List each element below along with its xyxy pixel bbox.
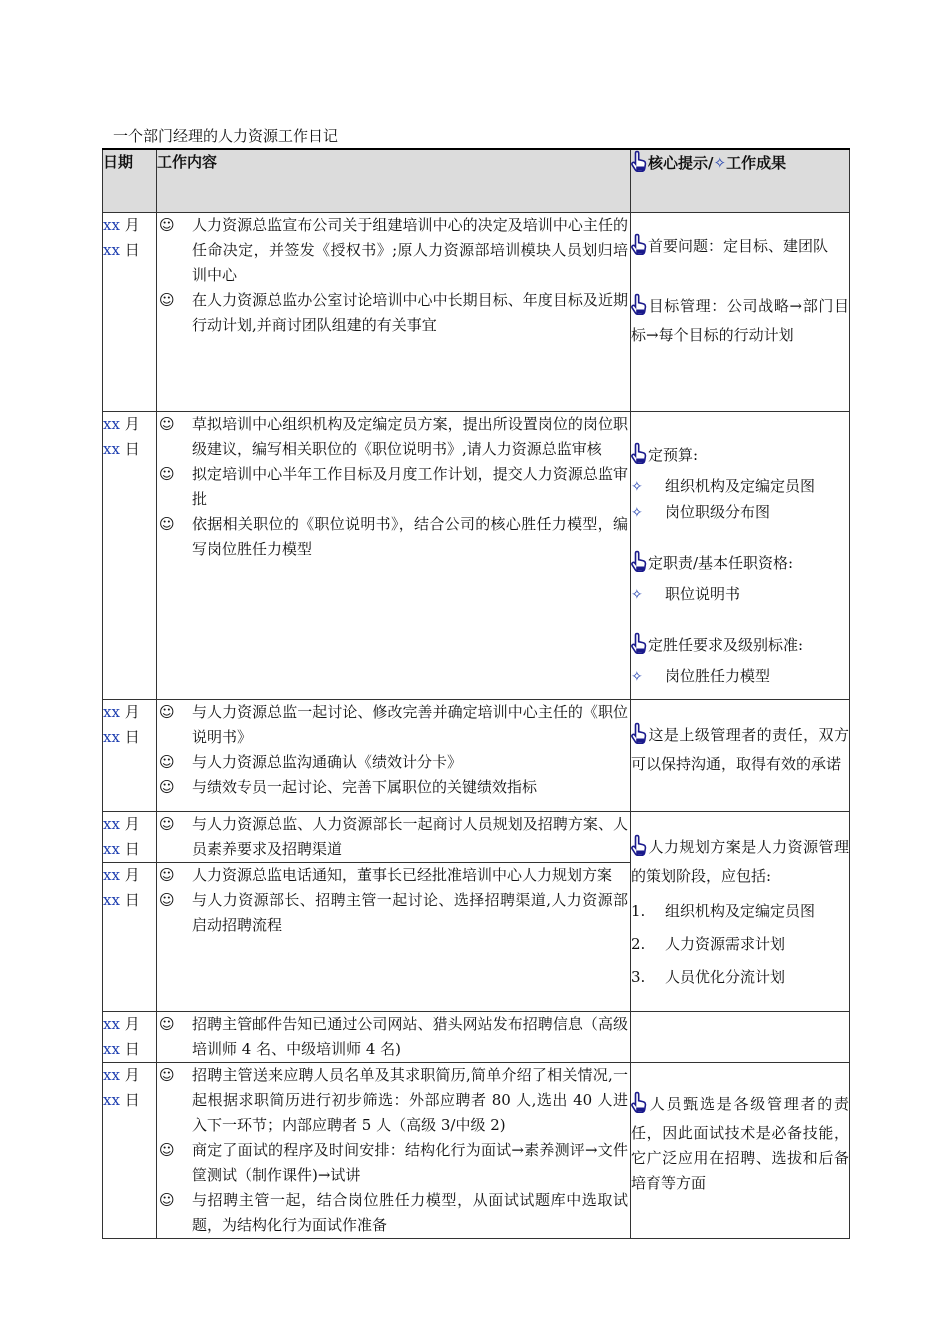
smiley-icon: ☺ <box>159 515 175 533</box>
core-tip-cell <box>631 1012 850 1063</box>
result-item: 岗位胜任力模型 <box>665 667 771 685</box>
core-tip-text: 首要问题：定目标、建团队 <box>648 237 829 255</box>
pointing-hand-icon <box>631 632 647 662</box>
smiley-icon: ☺ <box>159 291 175 309</box>
table-row <box>103 812 850 863</box>
pointing-hand-icon <box>631 550 647 580</box>
date-cell: xx 月 xx 日 <box>103 812 157 863</box>
date-cell: xx 月 xx 日 <box>103 700 157 812</box>
four-point-star-icon: ✧ <box>631 505 643 521</box>
work-item: 与人力资源总监一起讨论、修改完善并确定培训中心主任的《职位说明书》 <box>192 703 628 746</box>
table-row <box>103 1063 850 1239</box>
core-tip-text: 人力规划方案是人力资源管理的策划阶段，应包括: <box>631 838 849 885</box>
date-cell: xx 月 xx 日 <box>103 213 157 412</box>
work-item: 招聘主管邮件告知已通过公司网站、猎头网站发布招聘信息（高级培训师 4 名、中级培训师 4 名) <box>192 1015 628 1058</box>
work-content-cell <box>157 863 631 1012</box>
core-tip-cell <box>631 412 850 700</box>
work-item: 商定了面试的程序及时间安排：结构化行为面试→素养测评→文件筐测试（制作课件)→试讲 <box>192 1141 628 1184</box>
pointing-hand-icon <box>631 834 647 864</box>
document-title: 一个部门经理的人力资源工作日记 <box>113 127 339 145</box>
work-item: 草拟培训中心组织机构及定编定员方案，提出所设置岗位的岗位职级建议，编写相关职位的《职位说明书》,请人力资源总监审核 <box>192 415 628 458</box>
list-item: 组织机构及定编定员图 <box>665 902 816 920</box>
work-content-cell <box>157 412 631 700</box>
header-results-label: 工作成果 <box>726 154 787 172</box>
diary-table <box>102 148 850 1239</box>
work-item: 在人力资源总监办公室讨论培训中心中长期目标、年度目标及近期行动计划,并商讨团队组建的有关事宜 <box>192 291 628 334</box>
smiley-icon: ☺ <box>159 1191 175 1209</box>
date-cell: xx 月 xx 日 <box>103 412 157 700</box>
pointing-hand-icon <box>631 293 647 323</box>
work-item: 拟定培训中心半年工作目标及月度工作计划，提交人力资源总监审批 <box>192 465 628 508</box>
table-row <box>103 700 850 812</box>
smiley-icon: ☺ <box>159 866 175 884</box>
date-cell: xx 月 xx 日 <box>103 1012 157 1063</box>
work-content-cell <box>157 700 631 812</box>
core-tip-cell: 人力规划方案是人力资源管理的策划阶段，应包括: 1. 组织机构及定编定员图 2. 人力资源需求计划 3. 人员优化分流计划 <box>631 812 850 1012</box>
four-point-star-icon: ✧ <box>713 154 727 172</box>
pointing-hand-icon <box>631 150 647 180</box>
header-core-tips <box>631 149 850 213</box>
smiley-icon: ☺ <box>159 778 175 796</box>
smiley-icon: ☺ <box>159 753 175 771</box>
table-header-row <box>103 149 850 213</box>
pointing-hand-icon <box>631 722 647 752</box>
four-point-star-icon: ✧ <box>631 587 643 603</box>
date-cell: xx 月 xx 日 <box>103 1063 157 1239</box>
table-row <box>103 213 850 412</box>
table-row <box>103 412 850 700</box>
pointing-hand-icon <box>631 233 647 263</box>
work-item: 与人力资源部长、招聘主管一起讨论、选择招聘渠道,人力资源部启动招聘流程 <box>192 891 628 934</box>
work-item: 与人力资源总监沟通确认《绩效计分卡》 <box>192 753 463 771</box>
core-tip-heading: 定预算: <box>648 446 699 464</box>
date-cell: xx 月 xx 日 <box>103 863 157 1012</box>
smiley-icon: ☺ <box>159 703 175 721</box>
result-item: 组织机构及定编定员图 <box>665 477 816 495</box>
work-item: 与招聘主管一起，结合岗位胜任力模型，从面试试题库中选取试题，为结构化行为面试作准备 <box>192 1191 628 1234</box>
table-row <box>103 1012 850 1063</box>
smiley-icon: ☺ <box>159 216 175 234</box>
core-tip-text: 人员甄选是各级管理者的责任，因此面试技术是必备技能，它广泛应用在招聘、选拔和后备培育等方面 <box>631 1095 849 1192</box>
core-tip-text: 目标管理：公司战略→部门目标→每个目标的行动计划 <box>631 297 849 344</box>
work-content-cell <box>157 1012 631 1063</box>
work-item: 人力资源总监电话通知，董事长已经批准培训中心人力规划方案 <box>192 866 613 884</box>
smiley-icon: ☺ <box>159 1066 175 1084</box>
work-item: 依据相关职位的《职位说明书》，结合公司的核心胜任力模型，编写岗位胜任力模型 <box>192 515 628 558</box>
result-item: 职位说明书 <box>665 585 741 603</box>
four-point-star-icon: ✧ <box>631 669 643 685</box>
work-content-cell <box>157 1063 631 1239</box>
list-item: 人员优化分流计划 <box>665 968 786 986</box>
smiley-icon: ☺ <box>159 415 175 433</box>
header-core-label: 核心提示/ <box>648 154 714 172</box>
work-content-cell <box>157 812 631 863</box>
core-tip-heading: 定胜任要求及级别标准: <box>648 636 804 654</box>
core-tip-cell <box>631 1063 850 1239</box>
smiley-icon: ☺ <box>159 1015 175 1033</box>
pointing-hand-icon <box>631 442 647 472</box>
header-work-content: 工作内容 <box>157 149 631 213</box>
list-item: 人力资源需求计划 <box>665 935 786 953</box>
result-item: 岗位职级分布图 <box>665 503 771 521</box>
header-date: 日期 <box>103 149 157 213</box>
core-tip-cell <box>631 213 850 412</box>
core-tip-cell <box>631 700 850 812</box>
smiley-icon: ☺ <box>159 1141 175 1159</box>
work-item: 与人力资源总监、人力资源部长一起商讨人员规划及招聘方案、人员素养要求及招聘渠道 <box>192 815 628 858</box>
smiley-icon: ☺ <box>159 815 175 833</box>
four-point-star-icon: ✧ <box>631 479 643 495</box>
work-item: 与绩效专员一起讨论、完善下属职位的关键绩效指标 <box>192 778 538 796</box>
work-item: 招聘主管送来应聘人员名单及其求职简历,简单介绍了相关情况,一起根据求职简历进行初步筛选：外部应聘者 80 人,选出 40 人进入下一环节；内部应聘者 5 人（高级 3/中级 2) <box>192 1066 628 1134</box>
pointing-hand-icon <box>631 1091 647 1121</box>
smiley-icon: ☺ <box>159 891 175 909</box>
smiley-icon: ☺ <box>159 465 175 483</box>
work-content-cell <box>157 213 631 412</box>
work-item: 人力资源总监宣布公司关于组建培训中心的决定及培训中心主任的任命决定，并签发《授权书》;原人力资源部培训模块人员划归培训中心 <box>192 216 628 284</box>
core-tip-heading: 定职责/基本任职资格: <box>648 554 794 572</box>
core-tip-text: 这是上级管理者的责任，双方可以保持沟通，取得有效的承诺 <box>631 726 849 773</box>
